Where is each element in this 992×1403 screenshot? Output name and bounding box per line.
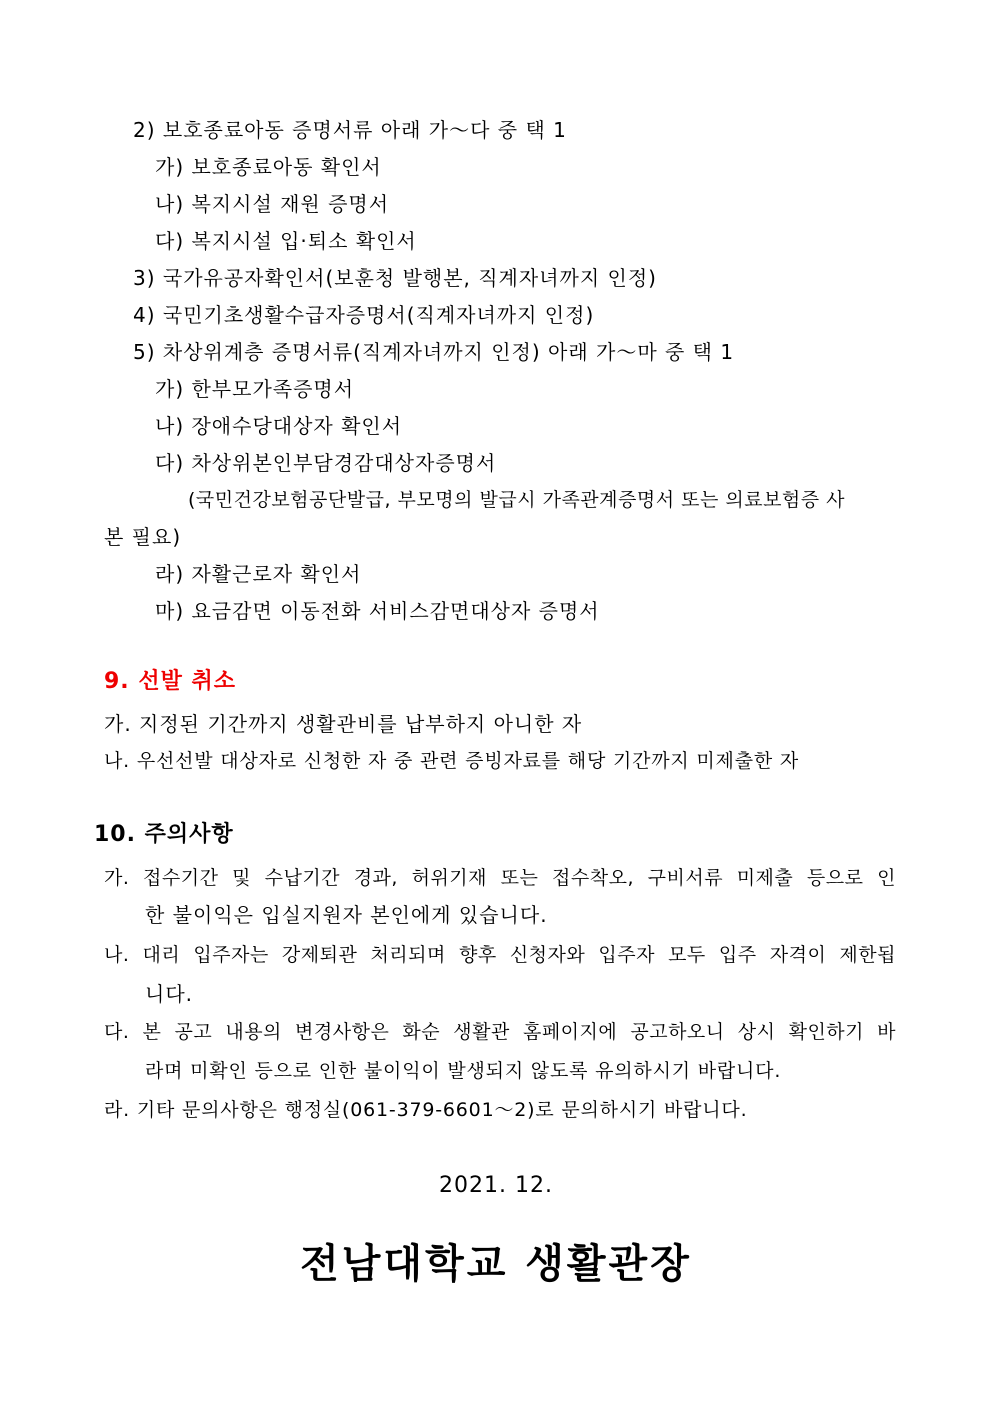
eligibility-item-5: 5) 차상위계층 증명서류(직계자녀까지 인정) 아래 가～마 중 택 1 [133, 340, 735, 364]
eligibility-item-2: 2) 보호종료아동 증명서류 아래 가～다 중 택 1 [133, 118, 567, 142]
eligibility-item-5e: 마) 요금감면 이동전화 서비스감면대상자 증명서 [155, 599, 600, 623]
eligibility-item-4: 4) 국민기초생활수급자증명서(직계자녀까지 인정) [133, 303, 595, 327]
caution-item-a-cont: 한 불이익은 입실지원자 본인에게 있습니다. [145, 903, 548, 927]
eligibility-item-5a: 가) 한부모가족증명서 [155, 377, 355, 401]
eligibility-item-5d: 라) 자활근로자 확인서 [155, 562, 362, 586]
caution-item-a: 가. 접수기간 및 수납기간 경과, 허위기재 또는 접수착오, 구비서류 미제출 등으로 인 [104, 867, 896, 889]
eligibility-item-2c: 다) 복지시설 입·퇴소 확인서 [155, 229, 417, 253]
section-9-heading: 9. 선발 취소 [104, 669, 236, 694]
eligibility-item-5c-note-cont: 본 필요) [104, 525, 182, 549]
eligibility-item-5c-note: (국민건강보험공단발급, 부모명의 발급시 가족관계증명서 또는 의료보험증 사 [188, 489, 846, 511]
notice-date: 2021. 12. [439, 1173, 553, 1198]
cancellation-item-a: 가. 지정된 기간까지 생활관비를 납부하지 아니한 자 [104, 712, 583, 736]
issuer-name: 전남대학교 생활관장 [300, 1241, 692, 1287]
eligibility-item-5c: 다) 차상위본인부담경감대상자증명서 [155, 451, 497, 475]
caution-item-c-cont: 라며 미확인 등으로 인한 불이익이 발생되지 않도록 유의하시기 바랍니다. [145, 1060, 782, 1082]
cancellation-item-b: 나. 우선선발 대상자로 신청한 자 중 관련 증빙자료를 해당 기간까지 미제출한 자 [104, 750, 800, 772]
caution-item-b: 나. 대리 입주자는 강제퇴관 처리되며 향후 신청자와 입주자 모두 입주 자격이 제한됩 [104, 944, 896, 966]
caution-item-d: 라. 기타 문의사항은 행정실(061-379-6601～2)로 문의하시기 바랍니다. [104, 1099, 748, 1121]
eligibility-item-5b: 나) 장애수당대상자 확인서 [155, 414, 403, 438]
eligibility-item-2b: 나) 복지시설 재원 증명서 [155, 192, 390, 216]
caution-item-b-cont: 니다. [145, 982, 193, 1006]
eligibility-item-2a: 가) 보호종료아동 확인서 [155, 155, 382, 179]
caution-item-c: 다. 본 공고 내용의 변경사항은 화순 생활관 홈페이지에 공고하오니 상시 확인하기 바 [104, 1021, 896, 1043]
eligibility-item-3: 3) 국가유공자확인서(보훈청 발행본, 직계자녀까지 인정) [133, 266, 657, 290]
section-10-heading: 10. 주의사항 [94, 822, 234, 847]
